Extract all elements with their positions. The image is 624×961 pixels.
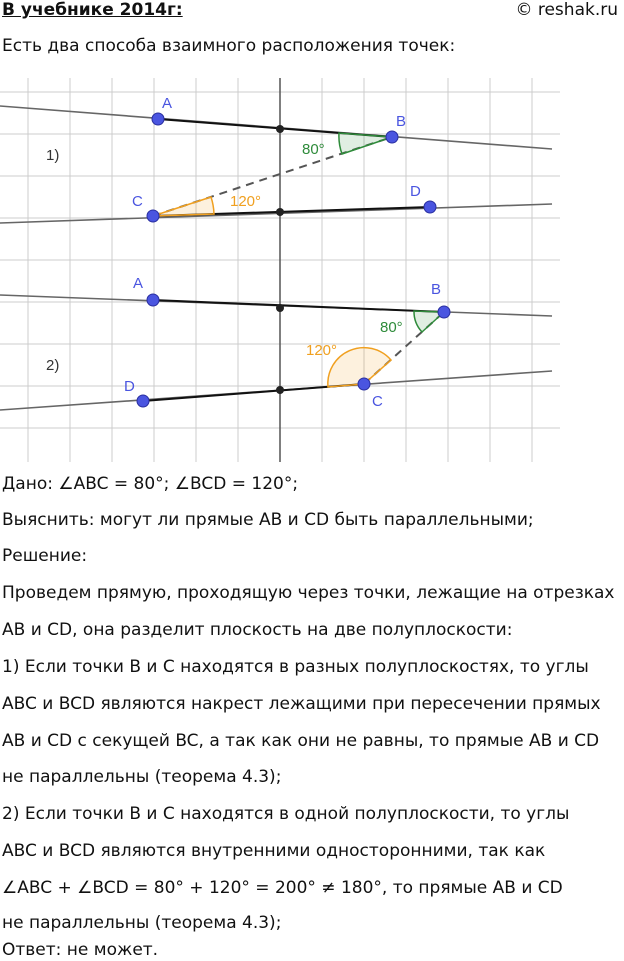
label-a-2: A: [133, 275, 144, 292]
label-c-2: C: [372, 393, 383, 410]
point-a-2: [147, 294, 159, 306]
solution-paragraph: ABC и BCD являются накрест лежащими при пересечении прямых: [2, 694, 601, 714]
page-header: В учебнике 2014г:: [2, 0, 183, 20]
point-a-1: [152, 113, 164, 125]
watermark: © reshak.ru: [515, 0, 618, 20]
solution-paragraph: Проведем прямую, проходящую через точки, лежащие на отрезках: [2, 583, 615, 603]
solution-paragraph: AB и CD с секущей BC, а так как они не равны, то прямые AB и CD: [2, 731, 600, 751]
label-a-1: A: [162, 95, 173, 112]
label-b-2: B: [431, 281, 442, 298]
line-cd-1: [0, 204, 552, 223]
point-b-1: [386, 131, 398, 143]
label-b-1: B: [396, 113, 407, 130]
answer-line: Ответ: не может.: [2, 940, 159, 960]
point-c-1: [147, 210, 159, 222]
point-c-2: [358, 378, 370, 390]
angle-c-label-1: 120°: [230, 193, 262, 210]
intersection-point: [276, 125, 284, 133]
case-label-2: 2): [46, 357, 60, 374]
point-d-2: [137, 395, 149, 407]
solution-paragraph: ∠ABC + ∠BCD = 80° + 120° = 200° ≠ 180°, то прямые AB и CD: [2, 878, 563, 898]
point-b-2: [438, 306, 450, 318]
angle-b-label-1: 80°: [302, 141, 325, 158]
solution-paragraph: не параллельны (теорема 4.3);: [2, 913, 282, 933]
intro-text: Есть два способа взаимного расположения точек:: [2, 36, 456, 56]
label-d-2: D: [124, 378, 135, 395]
solution-paragraph: 2) Если точки B и C находятся в одной полуплоскости, то углы: [2, 804, 570, 824]
angle-b-1: [339, 133, 392, 154]
geometry-figure: [0, 78, 560, 462]
angle-c-label-2: 120°: [306, 342, 338, 359]
solution-paragraph: ABC и BCD являются внутренними односторонними, так как: [2, 841, 546, 861]
label-d-1: D: [410, 183, 421, 200]
angle-b-label-2: 80°: [380, 319, 403, 336]
point-d-1: [424, 201, 436, 213]
solution-paragraph: не параллельны (теорема 4.3);: [2, 767, 282, 787]
case-label-1: 1): [46, 147, 60, 164]
solution-paragraph: 1) Если точки B и C находятся в разных полуплоскостях, то углы: [2, 657, 589, 677]
intersection-point: [276, 208, 284, 216]
question-line: Выяснить: могут ли прямые AB и CD быть параллельными;: [2, 510, 534, 530]
label-c-1: C: [132, 193, 143, 210]
angle-c-1: [153, 197, 214, 216]
solution-title: Решение:: [2, 546, 88, 566]
given-line: Дано: ∠ABC = 80°; ∠BCD = 120°;: [2, 474, 299, 494]
intersection-point: [276, 386, 284, 394]
intersection-point: [276, 304, 284, 312]
solution-paragraph: AB и CD, она разделит плоскость на две полуплоскости:: [2, 620, 513, 640]
